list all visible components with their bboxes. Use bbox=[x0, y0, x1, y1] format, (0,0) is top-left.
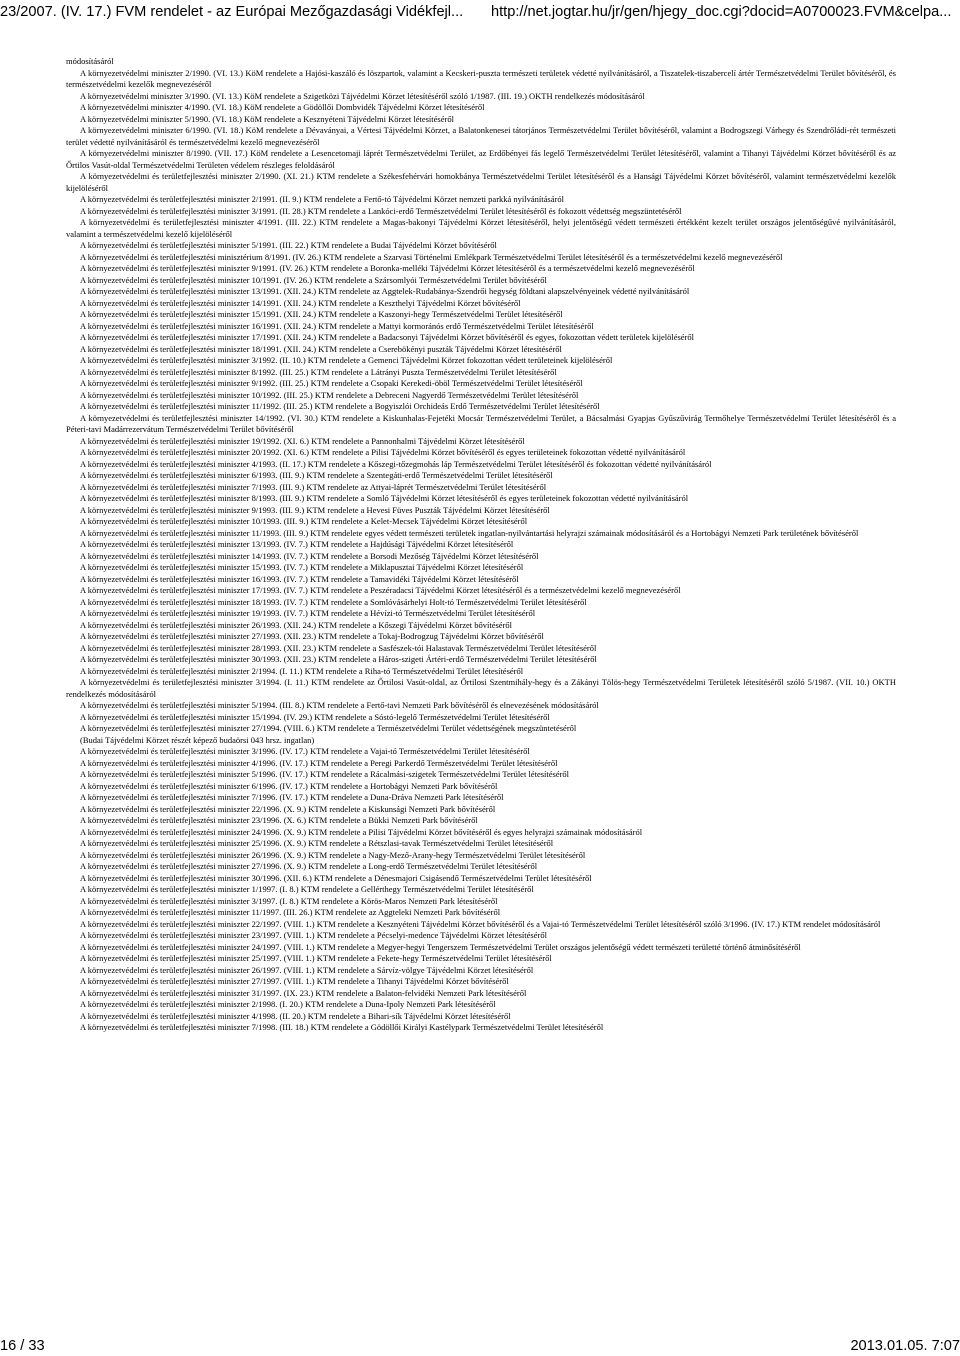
page-header bbox=[0, 0, 960, 24]
regulation-entry: A környezetvédelmi és területfejlesztési miniszter 18/1991. (XII. 24.) KTM rendelete a Cserebökényi puszták Tájvédelmi Körzet létesítéséről bbox=[80, 343, 562, 354]
regulation-entry: A környezetvédelmi és területfejlesztési miniszter 24/1996. (X. 9.) KTM rendelete a Pilisi Tájvédelmi Körzet bővítéséről és egyes helyrajzi számainak módosításáról bbox=[80, 826, 643, 837]
header-url: http://net.jogtar.hu/jr/gen/hjegy_doc.cgi?docid=A0700023.FVM&celpa... bbox=[491, 4, 952, 20]
regulation-entry: A környezetvédelmi és területfejlesztési miniszter 3/1994. (I. 11.) KTM rendelete az Őrtilosi Vasút-oldal, az Őrtilosi Szentmihály-hegy és a Zákányi Tölös-hegy Természetvédelmi Területek létesítéséről szóló 5/1987. (VII. 10.) OKTH rendelkezés módosításáról bbox=[66, 677, 896, 699]
regulation-entry: A környezetvédelmi és területfejlesztési miniszter 4/1991. (III. 22.) KTM rendelete a Magas-bakonyi Tájvédelmi Körzet létesítéséről, helyi jelentőségű védett természeti értékként kezelt terület országos jelentőségűvé nyilvánításáról, valamint a természetvédelmi kezelő kijelöléséről bbox=[66, 217, 896, 239]
regulation-entry: A környezetvédelmi és területfejlesztési miniszter 17/1993. (IV. 7.) KTM rendelete a Peszéradacsi Tájvédelmi Körzet létesítéséről és a természetvédelmi kezelő megnevezéséről bbox=[80, 585, 681, 595]
regulation-entry: A környezetvédelmi és területfejlesztési miniszter 19/1992. (XI. 6.) KTM rendelete a Pannonhalmi Tájvédelmi Körzet létesítéséről bbox=[80, 435, 525, 446]
regulation-entry: A környezetvédelmi és területfejlesztési miniszter 15/1991. (XII. 24.) KTM rendelete a Kaszonyi-hegy Természetvédelmi Terület létesítéséről bbox=[80, 309, 563, 319]
regulation-entry: A környezetvédelmi és területfejlesztési miniszter 26/1996. (X. 9.) KTM rendelete a Nagy-Mező-Arany-hegy Természetvédelmi Terület létesítéséről bbox=[80, 849, 586, 860]
regulation-entry: A környezetvédelmi és területfejlesztési miniszter 11/1997. (III. 26.) KTM rendelete az Aggteleki Nemzeti Park bővítéséről bbox=[80, 907, 501, 917]
regulation-entry: A környezetvédelmi és területfejlesztési miniszter 13/1993. (IV. 7.) KTM rendelete a Hajdúsági Tájvédelmi Körzet létesítéséről bbox=[80, 539, 514, 549]
regulation-entry: A környezetvédelmi és területfejlesztési miniszter 3/1997. (I. 8.) KTM rendelete a Körös-Maros Nemzeti Park létesítéséről bbox=[80, 895, 498, 906]
page-footer bbox=[0, 1336, 960, 1356]
regulation-entry: A környezetvédelmi és területfejlesztési miniszter 9/1992. (III. 25.) KTM rendelete a Csopaki Kerekedi-öböl Természetvédelmi Terület létesítéséről bbox=[80, 378, 583, 388]
regulation-entry: A környezetvédelmi és területfejlesztési miniszter 17/1991. (XII. 24.) KTM rendelete a Badacsonyi Tájvédelmi Körzet bővítéséről és egyes, fokozottan védett területek kijelöléséről bbox=[80, 332, 694, 342]
regulation-entry: A környezetvédelmi és területfejlesztési miniszter 10/1993. (III. 9.) KTM rendelete a Kelet-Mecsek Tájvédelmi Körzet létesítéséről bbox=[80, 516, 528, 526]
regulation-entry: A környezetvédelmi és területfejlesztési miniszter 3/1996. (IV. 17.) KTM rendelete a Vajai-tó Természetvédelmi Terület létesítéséről bbox=[80, 746, 530, 756]
regulation-entry: A környezetvédelmi és területfejlesztési miniszter 18/1993. (IV. 7.) KTM rendelete a Somlóvásárhelyi Holt-tó Természetvédelmi Terület létesítéséről bbox=[80, 596, 587, 607]
header-document-title: 23/2007. (IV. 17.) FVM rendelet - az Európai Mezőgazdasági Vidékfejl... bbox=[0, 4, 464, 20]
regulation-entry: A környezetvédelmi és területfejlesztési miniszter 8/1992. (III. 25.) KTM rendelete a Látrányi Puszta Természetvédelmi Terület létesítéséről bbox=[80, 366, 557, 377]
regulation-entry: A környezetvédelmi és területfejlesztési miniszter 2/1990. (XI. 21.) KTM rendelete a Székesfehérvári homokbánya Természetvédelmi Terület létesítéséről és a Hansági Tájvédelmi Körzet bővítéséről, valamint természetvédelmi kezelők kijelöléséről bbox=[66, 171, 896, 193]
regulation-entry: A környezetvédelmi és területfejlesztési miniszter 11/1992. (III. 25.) KTM rendelete a Bogyiszlói Orchideás Erdő Természetvédelmi Terület létesítéséről bbox=[80, 401, 600, 411]
regulation-entry: A környezetvédelmi és területfejlesztési miniszter 3/1991. (II. 28.) KTM rendelete a Lankóci-erdő Természetvédelmi Terület létesítéséről és fokozott védettség megszüntetéséről bbox=[80, 205, 682, 216]
regulation-entry: A környezetvédelmi és területfejlesztési miniszter 28/1993. (XII. 23.) KTM rendelete a Sasfészek-tói Halastavak Természetvédelmi Terület létesítéséről bbox=[80, 642, 597, 653]
regulation-entry: A környezetvédelmi és területfejlesztési miniszter 6/1996. (IV. 17.) KTM rendelete a Hortobágyi Nemzeti Park bővítéséről bbox=[80, 780, 498, 791]
regulation-entry: A környezetvédelmi és területfejlesztési miniszter 16/1993. (IV. 7.) KTM rendelete a Tamavidéki Tájvédelmi Körzet létesítéséről bbox=[80, 573, 519, 584]
regulation-entry: A környezetvédelmi és területfejlesztési miniszter 4/1998. (II. 20.) KTM rendelete a Bihari-sík Tájvédelmi Körzet létesítéséről bbox=[80, 1010, 511, 1021]
regulation-entry: A környezetvédelmi és területfejlesztési miniszter 30/1996. (XII. 6.) KTM rendelete a Dénesmajori Csigásendő Természetvédelmi Terület létesítéséről bbox=[80, 872, 592, 883]
regulation-entry: A környezetvédelmi és területfejlesztési miniszter 14/1991. (XII. 24.) KTM rendelete a Keszthelyi Tájvédelmi Körzet bővítéséről bbox=[80, 297, 521, 308]
regulation-entry: A környezetvédelmi és területfejlesztési miniszter 27/1996. (X. 9.) KTM rendelete a Long-erdő Természetvédelmi Terület létesítéséről bbox=[80, 861, 538, 871]
regulation-entry: A környezetvédelmi és területfejlesztési miniszter 14/1992. (VI. 30.) KTM rendelete a Kiskunhalas-Fejetéki Mocsár Természetvédelmi Terület, a Bácsalmási Gyapjas Gyűszűvirág Termőhelye Természetvédelmi Terület létesítéséről és a Péteri-tavi Madárrezervátum Természetvédelmi Terület bővítéséről bbox=[66, 412, 896, 434]
regulation-entry: A környezetvédelmi és területfejlesztési miniszter 9/1991. (IV. 26.) KTM rendelete a Boronka-melléki Tájvédelmi Körzet létesítéséről és a természetvédelmi kezelő megnevezéséről bbox=[80, 263, 695, 273]
regulation-entry: A környezetvédelmi és területfejlesztési miniszter 27/1997. (VIII. 1.) KTM rendelete a Tihanyi Tájvédelmi Körzet bővítéséről bbox=[80, 976, 509, 986]
regulation-entry: A környezetvédelmi és területfejlesztési miniszter 9/1993. (III. 9.) KTM rendelete a Hevesi Füves Puszták Tájvédelmi Körzet létesítéséről bbox=[80, 504, 550, 515]
document-body bbox=[66, 56, 896, 1034]
regulation-entry: A környezetvédelmi és területfejlesztési miniszter 16/1991. (XII. 24.) KTM rendelete a Mattyi kormoránós erdő Természetvédelmi Terület létesítéséről bbox=[80, 320, 594, 331]
regulation-entry: A környezetvédelmi és területfejlesztési miniszter 2/1998. (I. 20.) KTM rendelete a Duna-Ipoly Nemzeti Park létesítéséről bbox=[80, 999, 496, 1009]
regulation-entry: A környezetvédelmi és területfejlesztési miniszter 5/1994. (III. 8.) KTM rendelete a Fertő-tavi Nemzeti Park bővítéséről és elnevezésének módosításáról bbox=[80, 700, 599, 710]
regulation-entry: A környezetvédelmi és területfejlesztési miniszter 31/1997. (IX. 23.) KTM rendelete a Balaton-felvidéki Nemzeti Park létesítéséről bbox=[80, 987, 527, 998]
regulation-entry: A környezetvédelmi miniszter 2/1990. (VI. 13.) KöM rendelete a Hajósi-kaszáló és löszpartok, valamint a Kecskeri-puszta természeti területek védetté nyilvánításáról, a Tiszatelek-tiszabercelí ártér Természetvédelmi Terület bővítéséről, és természetvédelmi kezelők megnevezéséről bbox=[66, 67, 896, 89]
regulation-entry: A környezetvédelmi és területfejlesztési miniszter 7/1998. (III. 18.) KTM rendelete a Gödöllői Királyi Kastélypark Természetvédelmi Terület létesítéséről bbox=[80, 1022, 604, 1032]
regulation-entry: A környezetvédelmi és területfejlesztési miniszter 13/1991. (XII. 24.) KTM rendelete az Aggtelek-Rudabánya-Szendrői hegység földtani alapszelvényeinek védetté nyilvánításáról bbox=[80, 286, 690, 296]
regulation-entry: (Budai Tájvédelmi Körzet részét képező budaörsi 043 hrsz. ingatlan) bbox=[80, 734, 315, 745]
regulation-entry: A környezetvédelmi és területfejlesztési miniszter 22/1997. (VIII. 1.) KTM rendelete a Kesznyéteni Tájvédelmi Körzet bővítéséről és a Vajai-tó Természetvédelmi Terület létesítéséről szóló 3/1996. (IV. 17.) KTM rendelet módosításáról bbox=[80, 918, 881, 929]
regulation-entry: A környezetvédelmi és területfejlesztési miniszter 24/1997. (VIII. 1.) KTM rendelete a Megyer-hegyi Tengerszem Természetvédelmi Terület országos jelentőségű védett természeti területté történő átminősítéséről bbox=[80, 941, 801, 952]
regulation-entry: A környezetvédelmi és területfejlesztési miniszter 25/1997. (VIII. 1.) KTM rendelete a Fekete-hegy Természetvédelmi Terület létesítéséről bbox=[80, 953, 552, 963]
regulation-entry: A környezetvédelmi és területfejlesztési miniszter 4/1996. (IV. 17.) KTM rendelete a Peregi Parkerdő Természetvédelmi Terület létesítéséről bbox=[80, 757, 558, 768]
regulation-entry: A környezetvédelmi és területfejlesztési miniszter 1/1997. (I. 8.) KTM rendelete a Gellérthegy Természetvédelmi Terület létesítéséről bbox=[80, 884, 534, 894]
regulation-entry: A környezetvédelmi és területfejlesztési miniszter 15/1994. (IV. 29.) KTM rendelete a Sóstó-legelő Természetvédelmi Terület létesítéséről bbox=[80, 711, 550, 722]
regulation-entry: A környezetvédelmi és területfejlesztési miniszter 3/1992. (II. 10.) KTM rendelete a Gemenci Tájvédelmi Körzet fokozottan védett területeinek kijelöléséről bbox=[80, 355, 613, 365]
regulation-entry: A környezetvédelmi és területfejlesztési miniszter 27/1994. (VIII. 6.) KTM rendelete a Természetvédelmi Terület védettségének megszüntetéséről bbox=[80, 723, 577, 733]
regulation-entry: A környezetvédelmi és területfejlesztési miniszter 26/1997. (VIII. 1.) KTM rendelete a Sárvíz-völgye Tájvédelmi Körzet létesítéséről bbox=[80, 964, 534, 975]
regulation-entry: A környezetvédelmi és területfejlesztési miniszter 6/1993. (III. 9.) KTM rendelete a Szentegáti-erdő Természetvédelmi Terület létesítéséről bbox=[80, 470, 553, 480]
regulation-entry: A környezetvédelmi és területfejlesztési miniszter 2/1991. (II. 9.) KTM rendelete a Fertő-tó Tájvédelmi Körzet nemzeti parkká nyilvánításáról bbox=[80, 194, 564, 204]
regulation-entry: A környezetvédelmi és területfejlesztési minisztérium 8/1991. (IV. 26.) KTM rendelete a Szarvasi Történelmi Emlékpark Természetvédelmi Terület létesítéséről és a természetvédelmi kezelő megnevezéséről bbox=[80, 251, 783, 262]
regulation-entry: A környezetvédelmi és területfejlesztési miniszter 5/1996. (IV. 17.) KTM rendelete a Rácalmási-szigetek Természetvédelmi Terület létesítéséről bbox=[80, 769, 570, 779]
regulation-entry: A környezetvédelmi miniszter 5/1990. (VI. 18.) KöM rendelete a Kesznyéteni Tájvédelmi Körzet létesítéséről bbox=[80, 113, 454, 124]
intro-text: módosításáról bbox=[66, 56, 114, 66]
regulation-entry: A környezetvédelmi miniszter 6/1990. (VI. 18.) KöM rendelete a Dévaványai, a Vértesi Tájvédelmi Körzet, a Balatonkenesei tátorjános Természetvédelmi Terület bővítéséről, valamint a Bodrogszegi Várhegy és Szendrőládi-rét természeti terület védetté nyilvánításáról és természetvédelmi kezelő megnevezéséről bbox=[66, 125, 896, 147]
regulation-entry: A környezetvédelmi és területfejlesztési miniszter 22/1996. (X. 9.) KTM rendelete a Kiskunsági Nemzeti Park bővítéséről bbox=[80, 803, 496, 814]
regulation-entry: A környezetvédelmi miniszter 8/1990. (VII. 17.) KöM rendelete a Lesencetomaji láprét Természetvédelmi Terület, az Erdőbényei fás legelő Természetvédelmi Terület létesítéséről, valamint a Tihanyi Tájvédelmi Körzet bővítéséről és az Őrtilos Vasút-oldal Természetvédelmi Területen védelem részleges feloldásáról bbox=[66, 148, 896, 170]
regulation-entry: A környezetvédelmi és területfejlesztési miniszter 2/1994. (I. 11.) KTM rendelete a Riha-tó Természetvédelmi Terület létesítéséről bbox=[80, 665, 524, 676]
regulation-entry: A környezetvédelmi és területfejlesztési miniszter 10/1992. (III. 25.) KTM rendelete a Debreceni Nagyerdő Természetvédelmi Terület létesítéséről bbox=[80, 389, 579, 400]
regulation-entry: A környezetvédelmi és területfejlesztési miniszter 10/1991. (IV. 26.) KTM rendelete a Szársomlyói Természetvédelmi Terület bővítéséről bbox=[80, 274, 547, 285]
page-number: 16 / 33 bbox=[0, 1338, 45, 1354]
regulation-entry: A környezetvédelmi és területfejlesztési miniszter 25/1996. (X. 9.) KTM rendelete a Rétszlasi-tavak Természetvédelmi Terület létesítéséről bbox=[80, 838, 554, 848]
regulation-entry: A környezetvédelmi és területfejlesztési miniszter 20/1992. (XI. 6.) KTM rendelete a Pilisi Tájvédelmi Körzet bővítéséről és egyes területeinek fokozottan védetté nyilvánításáról bbox=[80, 447, 686, 457]
regulation-entry: A környezetvédelmi és területfejlesztési miniszter 8/1993. (III. 9.) KTM rendelete a Somló Tájvédelmi Körzet létesítéséről és egyes területeinek fokozottan védetté nyilvánításáról bbox=[80, 493, 689, 503]
regulation-entry: A környezetvédelmi és területfejlesztési miniszter 7/1996. (IV. 17.) KTM rendelete a Duna-Dráva Nemzeti Park létesítéséről bbox=[80, 792, 504, 802]
regulation-entry: A környezetvédelmi és területfejlesztési miniszter 23/1997. (VIII. 1.) KTM rendelete a Pécselyi-medence Tájvédelmi Körzet létesítéséről bbox=[80, 930, 547, 940]
regulation-entry: A környezetvédelmi és területfejlesztési miniszter 30/1993. (XII. 23.) KTM rendelete a Háros-szigeti Ártéri-erdő Természetvédelmi Terület létesítéséről bbox=[80, 654, 597, 664]
regulation-entry: A környezetvédelmi és területfejlesztési miniszter 23/1996. (X. 6.) KTM rendelete a Bükki Nemzeti Park bővítéséről bbox=[80, 815, 478, 825]
regulation-entry: A környezetvédelmi és területfejlesztési miniszter 5/1991. (III. 22.) KTM rendelete a Budai Tájvédelmi Körzet bővítéséről bbox=[80, 240, 497, 250]
regulation-entry: A környezetvédelmi és területfejlesztési miniszter 15/1993. (IV. 7.) KTM rendelete a Miklapusztai Tájvédelmi Körzet létesítéséről bbox=[80, 562, 524, 572]
regulation-entry: A környezetvédelmi miniszter 4/1990. (VI. 18.) KöM rendelete a Gödöllői Dombvidék Tájvédelmi Körzet létesítéséről bbox=[80, 102, 485, 112]
regulation-entry: A környezetvédelmi és területfejlesztési miniszter 26/1993. (XII. 24.) KTM rendelete a Kőszegi Tájvédelmi Körzet bővítéséről bbox=[80, 619, 513, 630]
regulation-entry: A környezetvédelmi miniszter 3/1990. (VI. 13.) KöM rendelete a Szigetközi Tájvédelmi Körzet létesítéséről szóló 1/1987. (III. 19.) OKTH rendelkezés módosításáról bbox=[80, 90, 645, 101]
regulation-entry: A környezetvédelmi és területfejlesztési miniszter 19/1993. (IV. 7.) KTM rendelete a Hévízi-tó Természetvédelmi Terület létesítéséről bbox=[80, 608, 536, 618]
regulation-entry: A környezetvédelmi és területfejlesztési miniszter 14/1993. (IV. 7.) KTM rendelete a Borsodi Mezőség Tájvédelmi Körzet létesítéséről bbox=[80, 550, 539, 561]
print-datetime: 2013.01.05. 7:07 bbox=[850, 1338, 960, 1354]
regulation-entry: A környezetvédelmi és területfejlesztési miniszter 4/1993. (II. 17.) KTM rendelete a Kőszegi-tőzegmohás láp Természetvédelmi Terület létesítéséről és fokozottan védetté nyilvánításáról bbox=[80, 458, 712, 469]
regulation-entry: A környezetvédelmi és területfejlesztési miniszter 11/1993. (III. 9.) KTM rendelete egyes védett természeti területek ingatlan-nyilvántartási helyrajzi számainak módosításáról és a Hortobágyi Nemzeti Park területének bővítéséről bbox=[80, 527, 859, 538]
regulation-entry: A környezetvédelmi és területfejlesztési miniszter 27/1993. (XII. 23.) KTM rendelete a Tokaj-Bodrogzug Tájvédelmi Körzet bővítéséről bbox=[80, 631, 544, 641]
regulation-entry: A környezetvédelmi és területfejlesztési miniszter 7/1993. (III. 9.) KTM rendelete az Attyai-láprét Természetvédelmi Terület létesítéséről bbox=[80, 481, 547, 492]
